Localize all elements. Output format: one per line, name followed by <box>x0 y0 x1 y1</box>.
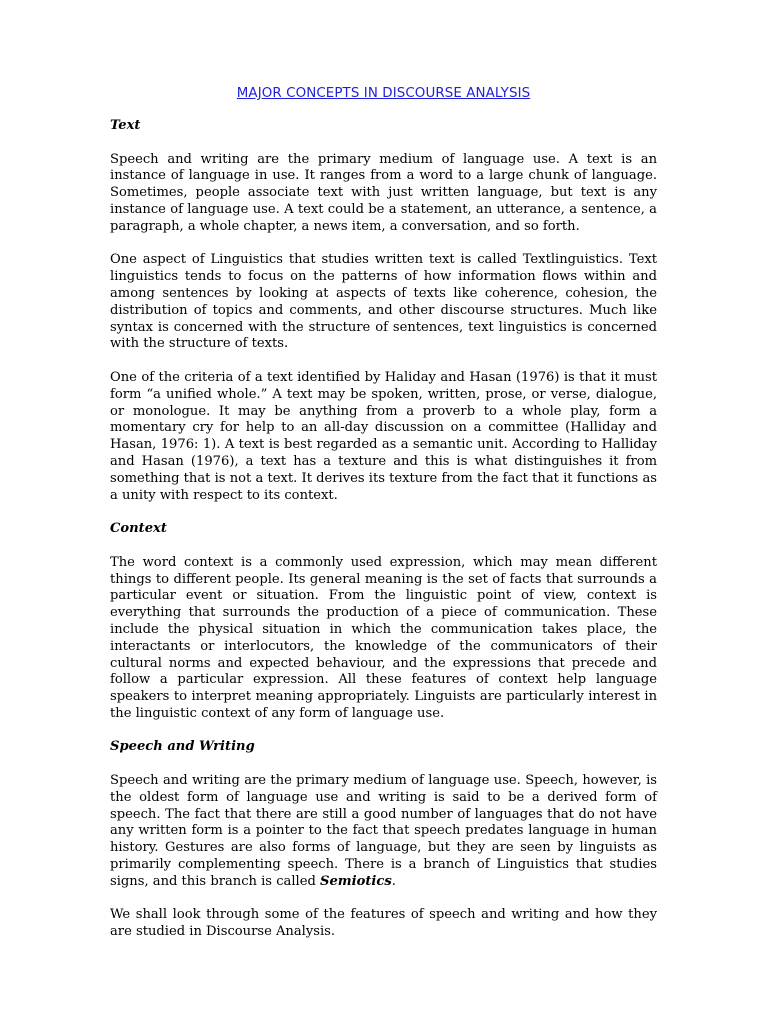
paragraph-speech-writing-1-text: Speech and writing are the primary medium of language use. Speech, however, is the oldest form of language use and writing is said to be a derived form of speech. The fact that there are still a good number of languages that do not have any written form is a pointer to the fact that speech predates language in human history. Gestures are also forms of language, but they are seen by linguists as primarily complementing speech. There is a branch of Linguistics that studies signs, and this branch is called <box>110 773 657 889</box>
paragraph-speech-writing-2: We shall look through some of the features of speech and writing and how they are studied in Discourse Analysis. <box>110 907 657 940</box>
paragraph-text-3: One of the criteria of a text identified by Haliday and Hasan (1976) is that it must form “a unified whole.” A text may be spoken, written, prose, or verse, dialogue, or monologue. It may be anything from a proverb to a whole play, form a momentary cry for help to an all-day discussion on a committee (Halliday and Hasan, 1976: 1). A text is best regarded as a semantic unit. According to Halliday and Hasan (1976), a text has a texture and this is what distinguishes it from something that is not a text. It derives its texture from the fact that it functions as a unity with respect to its context. <box>110 369 657 503</box>
emphasis-suffix: . <box>391 873 396 889</box>
section-heading-speech-writing: Speech and Writing <box>110 739 255 755</box>
section-heading-text: Text <box>110 118 141 133</box>
section-heading-context: Context <box>110 521 167 537</box>
emphasis-semiotics: Semiotics <box>320 873 392 889</box>
paragraph-speech-writing-1 <box>110 773 657 891</box>
paragraph-text-1: Speech and writing are the primary medium of language use. A text is an instance of language in use. It ranges from a word to a large chunk of language. Sometimes, people associate text with just written language, but text is any instance of language use. A text could be a statement, an utterance, a sentence, a paragraph, a whole chapter, a news item, a conversation, and so forth. <box>110 151 657 234</box>
document-body <box>110 84 657 958</box>
paragraph-text-2: One aspect of Linguistics that studies written text is called Textlinguistics. Text linguistics tends to focus on the patterns of how information flows within and among sentences by looking at aspects of texts like coherence, cohesion, the distribution of topics and comments, and other discourse structures. Much like syntax is concerned with the structure of sentences, text linguistics is concerned with the structure of texts. <box>110 252 657 352</box>
paragraph-context-1: The word context is a commonly used expression, which may mean different things to different people. Its general meaning is the set of facts that surrounds a particular event or situation. From the linguistic point of view, context is everything that surrounds the production of a piece of communication. These include the physical situation in which the communication takes place, the interactants or interlocutors, the knowledge of the communicators of their cultural norms and expected behaviour, and the expressions that precede and follow a particular expression. All these features of context help language speakers to interpret meaning appropriately. Linguists are particularly interest in the linguistic context of any form of language use. <box>110 554 657 721</box>
document-title: MAJOR CONCEPTS IN DISCOURSE ANALYSIS <box>236 86 531 101</box>
